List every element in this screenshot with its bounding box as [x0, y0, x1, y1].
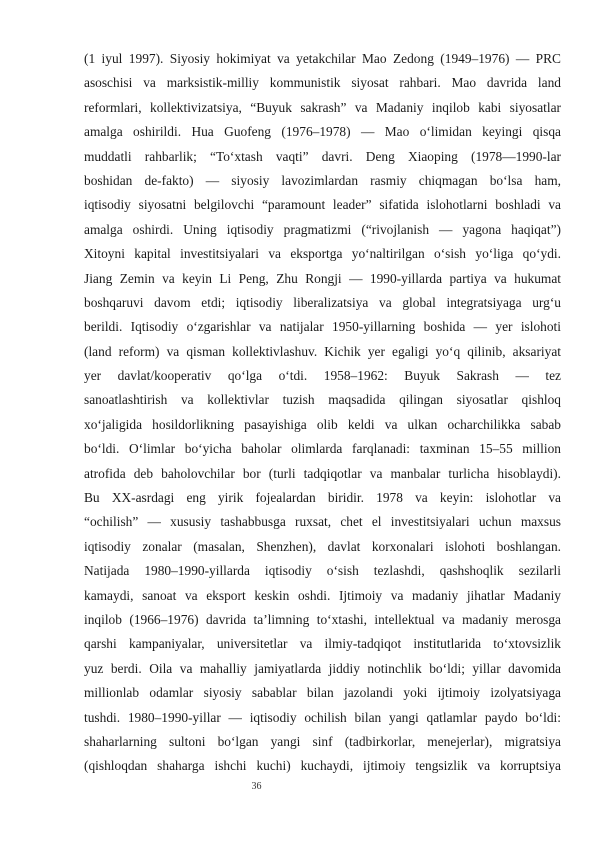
- text-line: amalga oshirildi. Hua Guofeng (1976–1978) — Mao o‘limidan keyingi qisqa: [84, 124, 561, 140]
- text-line: Natijada 1980–1990-yillarda iqtisodiy o‘sish tezlashdi, qashshoqlik sezilarli: [84, 563, 561, 579]
- text-line: iqtisodiy siyosatni belgilovchi “paramount leader” sifatida islohotlarni boshladi va: [84, 197, 561, 213]
- text-line: (land reform) va qisman kollektivlashuv. Kichik yer egaligi yo‘q qilinib, aksariyat: [84, 343, 561, 359]
- text-line: tushdi. 1980–1990-yillar — iqtisodiy ochilish bilan yangi qatlamlar paydo bo‘ldi:: [84, 709, 561, 725]
- text-line: muddatli rahbarlik; “To‘xtash vaqti” davri. Deng Xiaoping (1978—1990-lar: [84, 148, 561, 164]
- page-number: 36: [251, 781, 262, 792]
- text-line: asoschisi va marksistik-milliy kommunistik siyosat rahbari. Mao davrida land: [84, 75, 561, 91]
- text-line: inqilob (1966–1976) davrida ta’limning to‘xtashi, intellektual va madaniy merosga: [84, 611, 561, 627]
- text-line: boshqaruvi davom etdi; iqtisodiy liberalizatsiya va global integratsiyaga urg‘u: [84, 294, 561, 310]
- text-line: qarshi kampaniyalar, universitetlar va ilmiy-tadqiqot institutlarida to‘xtovsizlik: [84, 636, 561, 652]
- text-line: atrofida deb baholovchilar bor (turli tadqiqotlar va manbalar turlicha hisoblaydi).: [84, 465, 561, 481]
- text-line: millionlab odamlar siyosiy sabablar bilan jazolandi yoki ijtimoiy izolyatsiyaga: [84, 685, 561, 701]
- text-line: amalga oshirdi. Uning iqtisodiy pragmatizmi (“rivojlanish — yagona haqiqat”): [84, 221, 561, 237]
- text-line: xo‘jaligida hosildorlikning pasayishiga olib keldi va ulkan ocharchilikka sabab: [84, 416, 561, 432]
- text-line: boshidan de-fakto) — siyosiy lavozimlardan rasmiy chiqmagan bo‘lsa ham,: [84, 172, 561, 188]
- text-line: shaharlarning sultoni bo‘lgan yangi sinf (tadbirkorlar, menejerlar), migratsiya: [84, 733, 561, 749]
- text-line: iqtisodiy zonalar (masalan, Shenzhen), davlat korxonalari islohoti boshlangan.: [84, 538, 561, 554]
- text-line: yuz berdi. Oila va mahalliy jamiyatlarda jiddiy notinchlik bo‘ldi; yillar davomida: [84, 660, 561, 676]
- text-line: (1 iyul 1997). Siyosiy hokimiyat va yetakchilar Mao Zedong (1949–1976) — PRC: [84, 51, 561, 66]
- text-line: sanoatlashtirish va kollektivlar tuzish maqsadida qilingan siyosatlar qishloq: [84, 392, 561, 408]
- text-line: Jiang Zemin va keyin Li Peng, Zhu Rongji — 1990-yillarda partiya va hukumat: [84, 270, 561, 286]
- text-line: yer davlat/kooperativ qo‘lga o‘tdi. 1958–1962: Buyuk Sakrash — tez: [84, 368, 561, 384]
- text-line: kamaydi, sanoat va eksport keskin oshdi. Ijtimoiy va madaniy jihatlar Madaniy: [84, 587, 561, 603]
- text-line: “ochilish” — xususiy tashabbusga ruxsat, chet el investitsiyalari uchun maxsus: [84, 514, 561, 530]
- text-line: Xitoyni kapital investitsiyalari va eksportga yo‘naltirilgan o‘sish yo‘liga qo‘ydi.: [84, 246, 561, 262]
- text-line: bo‘ldi. O‘limlar bo‘yicha baholar olimlarda farqlanadi: taxminan 15–55 million: [84, 441, 561, 457]
- text-line: (qishloqdan shaharga ishchi kuchi) kuchaydi, ijtimoiy tengsizlik va korruptsiya: [84, 758, 561, 774]
- body-text: [84, 47, 561, 779]
- text-line: berildi. Iqtisodiy o‘zgarishlar va natijalar 1950-yillarning boshida — yer islohoti: [84, 319, 561, 335]
- text-line: reformlari, kollektivizatsiya, “Buyuk sakrash” va Madaniy inqilob kabi siyosatlar: [84, 99, 561, 115]
- text-line: Bu XX-asrdagi eng yirik fojealardan biridir. 1978 va keyin: islohotlar va: [84, 490, 561, 506]
